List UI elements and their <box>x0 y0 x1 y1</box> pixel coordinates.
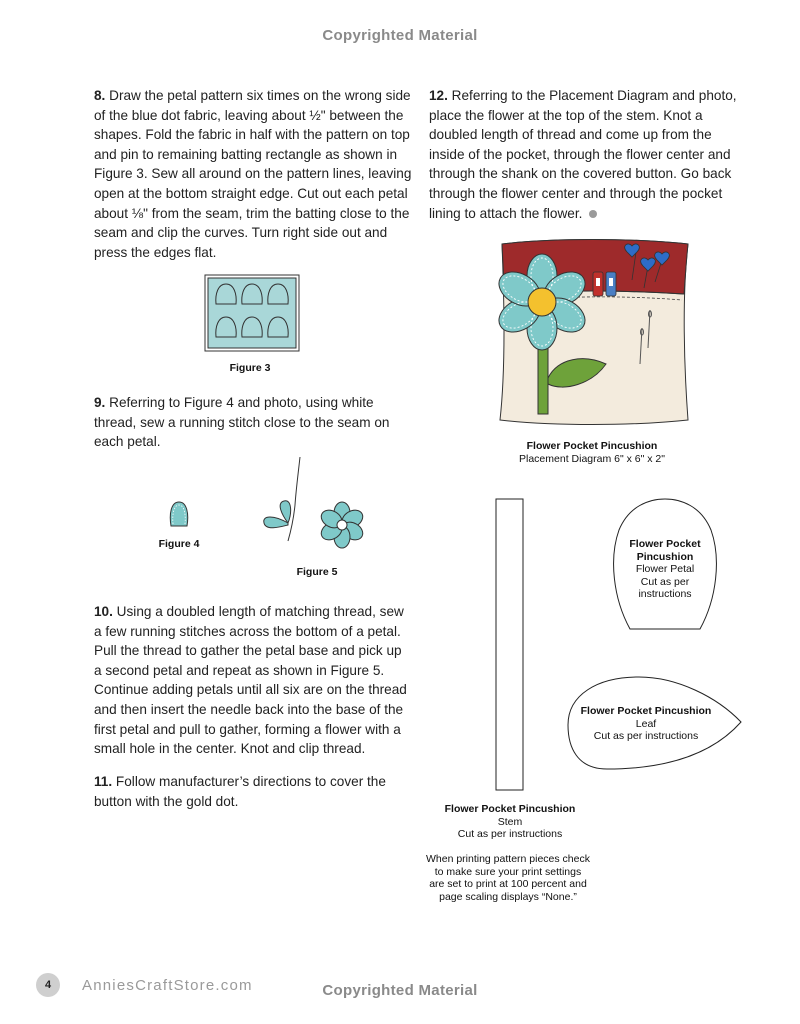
footer-copyright: Copyrighted Material <box>322 982 478 999</box>
step-12-text: Referring to the Placement Diagram and photo, place the flower at the top of the stem. Knot a doubled length of thread and come up from the inside of the pocket, through the flower center and through the shank on the covered button. Go back through the flower center and through the pocket lining to attach the flower. <box>429 88 737 221</box>
stem-line2: Cut as per instructions <box>457 828 563 840</box>
stem-line1: Stem <box>497 815 523 828</box>
stem-title: Flower Pocket Pincushion <box>444 803 576 815</box>
figure-5-illustration <box>258 455 378 545</box>
figure-4-petal <box>167 500 191 528</box>
footer-site-link[interactable]: AnniesCraftStore.com <box>82 977 253 994</box>
page-number-badge: 4 <box>36 973 60 997</box>
figure-3-illustration <box>204 274 300 352</box>
print-note-line4: page scaling displays “None.” <box>439 890 577 903</box>
figure-3-caption: Figure 3 <box>229 362 271 374</box>
header-copyright: Copyrighted Material <box>322 27 478 44</box>
leaf-label <box>572 705 720 743</box>
petal-line2: Cut as per <box>640 575 690 588</box>
leaf-line1: Leaf <box>635 717 657 730</box>
step-9-number: 9. <box>94 395 106 410</box>
stem-pattern <box>495 498 525 792</box>
print-note-line2: to make sure your print settings <box>434 865 582 878</box>
figure-5-caption: Figure 5 <box>296 566 338 578</box>
petal-line3: instructions <box>638 588 692 600</box>
print-note-line1: When printing pattern pieces check <box>425 853 590 865</box>
step-11-text: Follow manufacturer’s directions to cover the button with the gold dot. <box>94 774 386 809</box>
step-10-text: Using a doubled length of matching thread, sew a few running stitches across the bottom of a petal. Pull the thread to gather the petal base and pick up a second petal and repeat as shown in Figure 5. Continue adding petals until all six are on the thread and then insert the needle back into the base of the first petal and pull to gather, forming a flower with a small hole in the center. Knot and clip thread. <box>94 604 407 757</box>
step-9-text: Referring to Figure 4 and photo, using white thread, sew a running stitch close to the seam on each petal. <box>94 395 390 450</box>
step-8 <box>94 86 412 262</box>
leaf-title: Flower Pocket Pincushion <box>580 705 712 717</box>
step-12 <box>429 86 741 223</box>
placement-caption <box>492 440 692 466</box>
end-bullet-icon <box>589 210 597 218</box>
step-10 <box>94 602 412 759</box>
step-10-number: 10. <box>94 604 113 619</box>
print-note-line3: are set to print at 100 percent and <box>429 878 587 890</box>
print-note <box>410 853 606 903</box>
step-9 <box>94 393 412 452</box>
placement-title: Flower Pocket Pincushion <box>526 440 658 452</box>
placement-diagram <box>492 236 696 428</box>
step-12-number: 12. <box>429 88 448 103</box>
stem-label <box>420 803 600 841</box>
petal-label <box>609 538 721 601</box>
step-8-number: 8. <box>94 88 106 103</box>
figure-4-caption: Figure 4 <box>158 538 200 550</box>
step-8-text: Draw the petal pattern six times on the wrong side of the blue dot fabric, leaving about ½" between the shapes. Fold the fabric in half with the pattern on top and pin to remaining batting rectangle as shown in Figure 3. Sew all around on the pattern lines, leaving open at the bottom straight edge. Cut out each petal about ⅛" from the seam, trim the batting close to the seam and clip the curves. Turn right side out and press the edges flat. <box>94 88 412 260</box>
step-11-number: 11. <box>94 774 113 789</box>
leaf-line2: Cut as per instructions <box>593 730 699 742</box>
placement-subtitle: Placement Diagram 6" x 6" x 2" <box>519 453 665 465</box>
step-11 <box>94 772 412 811</box>
petal-title: Flower Pocket Pincushion <box>629 538 701 563</box>
petal-line1: Flower Petal <box>635 563 695 575</box>
